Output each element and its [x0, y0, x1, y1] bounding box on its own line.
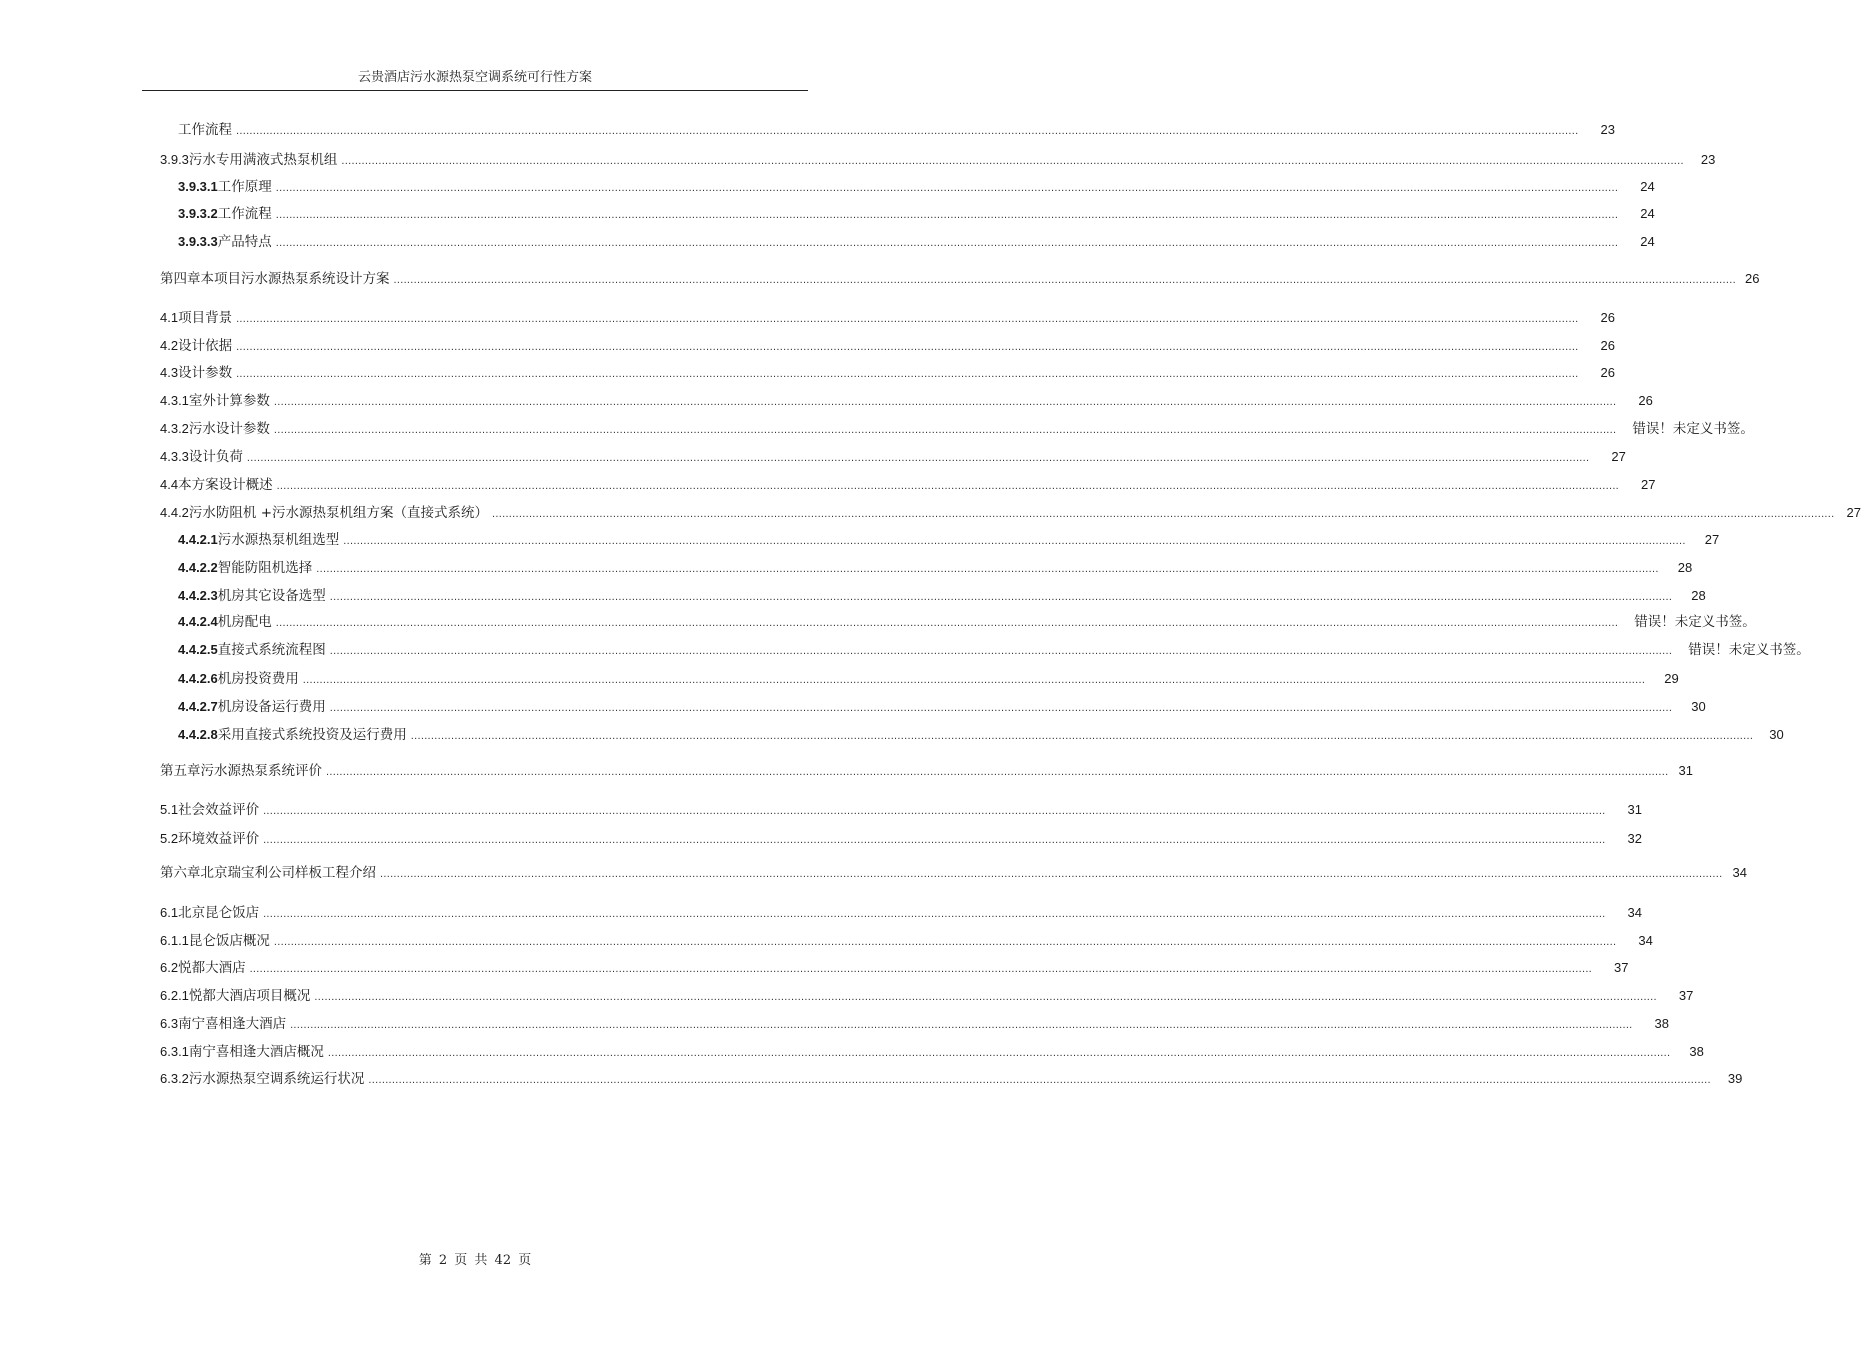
toc-leader-dots: ................................................................................................................................................................................................................................................................................................................................................................................................................: [273, 424, 1617, 436]
toc-entry-title: 机房配电: [217, 614, 272, 630]
toc-entry-title: 工作原理: [217, 179, 272, 195]
toc-entry[interactable]: [160, 957, 1629, 979]
toc-leader-dots: ................................................................................................................................................................................................................................................................................................................................................................................................................: [276, 480, 1620, 492]
toc-entry-number: 4.4.2.6: [178, 671, 218, 686]
toc-entry-page: 23: [1600, 122, 1615, 137]
toc-entry-page: 31: [1627, 802, 1643, 817]
toc-entry-number: 5.2: [160, 831, 179, 846]
toc-entry[interactable]: [160, 828, 1643, 850]
toc-leader-dots: ................................................................................................................................................................................................................................................................................................................................................................................................................: [236, 313, 1579, 325]
toc-leader-dots: ................................................................................................................................................................................................................................................................................................................................................................................................................: [246, 452, 1590, 464]
toc-entry-number: 4.4.2.4: [178, 614, 218, 629]
toc-entry-title: 社会效益评价: [178, 802, 260, 818]
toc-entry-title: 悦都大酒店项目概况: [188, 988, 311, 1004]
toc-leader-dots: ................................................................................................................................................................................................................................................................................................................................................................................................................: [236, 368, 1579, 380]
toc-entry-page: 37: [1678, 988, 1694, 1003]
toc-entry-page: 24: [1640, 206, 1655, 221]
toc-entry-title: 工作流程: [217, 206, 272, 222]
toc-leader-dots: ................................................................................................................................................................................................................................................................................................................................................................................................................: [326, 766, 1669, 778]
toc-entry-number: 4.3: [160, 365, 179, 380]
toc-entry-page: 27: [1846, 505, 1861, 520]
toc-entry-page: 24: [1640, 234, 1655, 249]
toc-entry-number: 6.3.1: [160, 1044, 189, 1059]
toc-entry-title: 悦都大酒店: [178, 960, 246, 976]
toc-leader-dots: ................................................................................................................................................................................................................................................................................................................................................................................................................: [302, 674, 1646, 686]
toc-leader-dots: ................................................................................................................................................................................................................................................................................................................................................................................................................: [263, 908, 1606, 920]
toc-entry[interactable]: [160, 362, 1616, 384]
toc-entry-title: 产品特点: [217, 234, 272, 250]
toc-entry-page: 23: [1700, 152, 1716, 167]
toc-entry-number: 4.3.3: [160, 449, 189, 464]
toc-leader-dots: ................................................................................................................................................................................................................................................................................................................................................................................................................: [329, 645, 1673, 657]
toc-entry[interactable]: [160, 985, 1694, 1007]
toc-entry-number: 5.1: [160, 802, 179, 817]
toc-entry[interactable]: [160, 307, 1616, 329]
toc-entry-number: 第六章: [160, 865, 201, 881]
toc-entry[interactable]: [160, 862, 1747, 884]
toc-entry-page: 26: [1600, 310, 1616, 325]
toc-leader-dots: ................................................................................................................................................................................................................................................................................................................................................................................................................: [290, 1019, 1633, 1031]
toc-leader-dots: ................................................................................................................................................................................................................................................................................................................................................................................................................: [263, 834, 1606, 846]
toc-entry-title: 机房其它设备选型: [217, 588, 326, 604]
toc-leader-dots: ................................................................................................................................................................................................................................................................................................................................................................................................................: [368, 1074, 1711, 1086]
toc-entry-title: 智能防阻机选择: [217, 560, 313, 576]
toc-entry[interactable]: [160, 930, 1653, 952]
toc-entry-title: 本方案设计概述: [178, 477, 273, 493]
toc-entry-page: 39: [1727, 1071, 1743, 1086]
toc-entry-page: 30: [1769, 727, 1784, 742]
toc-entry-number: 4.1: [160, 310, 179, 325]
toc-entry-number: 6.1: [160, 905, 179, 920]
toc-entry-number: 3.9.3.1: [178, 179, 218, 194]
toc-entry[interactable]: [160, 390, 1653, 412]
toc-entry-title: 采用直接式系统投资及运行费用: [217, 727, 407, 743]
toc-entry-title: 环境效益评价: [178, 831, 260, 847]
toc-entry-page: 37: [1614, 960, 1629, 975]
toc-entry[interactable]: [178, 557, 1693, 579]
toc-entry-number: 4.4.2.3: [178, 588, 218, 603]
toc-leader-dots: ................................................................................................................................................................................................................................................................................................................................................................................................................: [329, 702, 1673, 714]
toc-entry-page: 30: [1691, 699, 1706, 714]
toc-entry-number: 4.4.2: [160, 505, 189, 520]
toc-entry-title: 设计参数: [178, 365, 233, 381]
toc-entry-page: 26: [1600, 338, 1616, 353]
toc-entry-page: 38: [1689, 1044, 1704, 1059]
toc-entry[interactable]: [178, 724, 1784, 746]
toc-leader-dots: ................................................................................................................................................................................................................................................................................................................................................................................................................: [273, 396, 1617, 408]
toc-leader-dots: ................................................................................................................................................................................................................................................................................................................................................................................................................: [327, 1047, 1671, 1059]
toc-entry-page: 32: [1627, 831, 1643, 846]
toc-entry-number: 6.3: [160, 1016, 179, 1031]
toc-entry-page: 34: [1627, 905, 1643, 920]
toc-entry[interactable]: [160, 1041, 1704, 1063]
toc-entry-number: 3.9.3.2: [178, 206, 218, 221]
toc-entry-number: 4.4: [160, 477, 179, 492]
toc-leader-dots: ................................................................................................................................................................................................................................................................................................................................................................................................................: [273, 936, 1617, 948]
toc-entry-number: 3.9.3.3: [178, 234, 218, 249]
toc-entry[interactable]: [160, 446, 1626, 468]
toc-entry-number: 6.2: [160, 960, 179, 975]
toc-leader-dots: ................................................................................................................................................................................................................................................................................................................................................................................................................: [275, 617, 1619, 629]
toc-entry[interactable]: [178, 529, 1720, 551]
toc-entry-page: 29: [1664, 671, 1679, 686]
toc-entry-page: 27: [1704, 532, 1720, 547]
toc-entry-page: 38: [1654, 1016, 1670, 1031]
toc-entry-page: 错误！未定义书签。: [1688, 642, 1810, 658]
toc-leader-dots: ................................................................................................................................................................................................................................................................................................................................................................................................................: [275, 237, 1619, 249]
toc-entry[interactable]: [160, 760, 1693, 782]
toc-entry-number: 第五章: [160, 763, 201, 779]
toc-leader-dots: ................................................................................................................................................................................................................................................................................................................................................................................................................: [236, 341, 1579, 353]
toc-entry-number: 4.3.2: [160, 421, 189, 436]
toc-entry-title: 工作流程: [178, 122, 232, 138]
toc-entry-page: 31: [1678, 763, 1693, 778]
toc-leader-dots: ................................................................................................................................................................................................................................................................................................................................................................................................................: [236, 125, 1579, 137]
toc-leader-dots: ................................................................................................................................................................................................................................................................................................................................................................................................................: [263, 805, 1606, 817]
toc-entry-page: 26: [1744, 271, 1760, 286]
toc-entry[interactable]: [178, 611, 1756, 633]
toc-entry[interactable]: [160, 502, 1861, 524]
toc-entry[interactable]: [160, 335, 1616, 357]
toc-leader-dots: ................................................................................................................................................................................................................................................................................................................................................................................................................: [249, 963, 1593, 975]
toc-leader-dots: ................................................................................................................................................................................................................................................................................................................................................................................................................: [314, 991, 1657, 1003]
page-footer: 第 2 页 共 42 页: [418, 1253, 532, 1268]
toc-entry-title: 污水源热泵空调系统运行状况: [188, 1071, 365, 1087]
toc-entry-number: 3.9.3: [160, 152, 189, 167]
toc-entry-page: 34: [1638, 933, 1653, 948]
toc-entry-page: 28: [1677, 560, 1693, 575]
toc-entry[interactable]: [178, 176, 1655, 198]
toc-entry-title: 南宁喜相逢大酒店: [178, 1016, 287, 1032]
toc-entry-title: 南宁喜相逢大酒店概况: [188, 1044, 324, 1060]
toc-entry-number: 6.3.2: [160, 1071, 189, 1086]
toc-leader-dots: ................................................................................................................................................................................................................................................................................................................................................................................................................: [275, 209, 1619, 221]
toc-entry[interactable]: [178, 639, 1810, 661]
toc-entry-title: 污水设计参数: [188, 421, 270, 437]
toc-leader-dots: ................................................................................................................................................................................................................................................................................................................................................................................................................: [393, 274, 1736, 286]
toc-entry-page: 28: [1691, 588, 1706, 603]
toc-entry[interactable]: [178, 696, 1706, 718]
toc-entry[interactable]: [178, 119, 1615, 141]
toc-entry-page: 24: [1640, 179, 1655, 194]
toc-entry[interactable]: [178, 231, 1655, 253]
toc-entry[interactable]: [160, 799, 1643, 821]
toc-entry-number: 6.2.1: [160, 988, 189, 1003]
toc-entry-page: 错误！未定义书签。: [1634, 614, 1756, 630]
toc-entry[interactable]: [178, 585, 1706, 607]
toc-entry-page: 27: [1641, 477, 1656, 492]
toc-entry-title: 设计负荷: [188, 449, 243, 465]
toc-entry-number: 4.4.2.8: [178, 727, 218, 742]
toc-leader-dots: ................................................................................................................................................................................................................................................................................................................................................................................................................: [380, 868, 1723, 880]
toc-leader-dots: ................................................................................................................................................................................................................................................................................................................................................................................................................: [343, 535, 1686, 547]
toc-entry-page: 27: [1611, 449, 1626, 464]
toc-leader-dots: ................................................................................................................................................................................................................................................................................................................................................................................................................: [410, 730, 1754, 742]
toc-leader-dots: ................................................................................................................................................................................................................................................................................................................................................................................................................: [492, 508, 1835, 520]
toc-entry-page: 错误！未定义书签。: [1632, 421, 1754, 437]
toc-entry-title: 机房设备运行费用: [217, 699, 326, 715]
toc-entry-title: 本项目污水源热泵系统设计方案: [200, 271, 390, 287]
toc-entry-title: 设计依据: [178, 338, 233, 354]
toc-leader-dots: ................................................................................................................................................................................................................................................................................................................................................................................................................: [275, 182, 1619, 194]
toc-entry-number: 4.4.2.2: [178, 560, 218, 575]
toc-leader-dots: ................................................................................................................................................................................................................................................................................................................................................................................................................: [329, 591, 1673, 603]
toc-entry-number: 4.4.2.7: [178, 699, 218, 714]
toc-entry-title: 北京昆仑饭店: [178, 905, 260, 921]
toc-entry[interactable]: [160, 268, 1760, 290]
toc-entry-title: 项目背景: [178, 310, 233, 326]
toc-entry[interactable]: [178, 668, 1679, 690]
toc-entry[interactable]: [160, 474, 1656, 496]
toc-entry-number: 4.3.1: [160, 393, 189, 408]
toc-entry-page: 26: [1600, 365, 1616, 380]
toc-entry-number: 4.4.2.1: [178, 532, 218, 547]
toc-leader-dots: ................................................................................................................................................................................................................................................................................................................................................................................................................: [341, 155, 1684, 167]
toc-entry-title: 污水源热泵系统评价: [200, 763, 322, 779]
toc-entry-page: 34: [1732, 865, 1747, 880]
toc-entry-title: 昆仑饭店概况: [188, 933, 270, 949]
toc-entry-title: 室外计算参数: [188, 393, 270, 409]
toc-entry[interactable]: [160, 1068, 1743, 1090]
toc-entry-title: 机房投资费用: [217, 671, 299, 687]
toc-entry-title: 污水源热泵机组选型: [217, 532, 340, 548]
toc-entry-number: 4.2: [160, 338, 179, 353]
toc-entry-number: 6.1.1: [160, 933, 189, 948]
toc-entry[interactable]: [160, 1013, 1670, 1035]
toc-entry[interactable]: [160, 902, 1643, 924]
toc-entry-title: 直接式系统流程图: [217, 642, 326, 658]
toc-leader-dots: ................................................................................................................................................................................................................................................................................................................................................................................................................: [316, 563, 1659, 575]
page-header-title: 云贵酒店污水源热泵空调系统可行性方案: [357, 70, 592, 85]
toc-entry[interactable]: [160, 149, 1716, 171]
toc-entry-title: 污水防阻机 +污水源热泵机组方案（直接式系统）: [188, 505, 489, 521]
toc-entry-number: 第四章: [160, 271, 201, 287]
toc-entry-number: 4.4.2.5: [178, 642, 218, 657]
toc-entry-title: 污水专用满液式热泵机组: [188, 152, 338, 168]
toc-entry-title: 北京瑞宝利公司样板工程介绍: [200, 865, 376, 881]
toc-entry[interactable]: [160, 418, 1754, 440]
toc-entry[interactable]: [178, 203, 1655, 225]
toc-entry-page: 26: [1638, 393, 1653, 408]
